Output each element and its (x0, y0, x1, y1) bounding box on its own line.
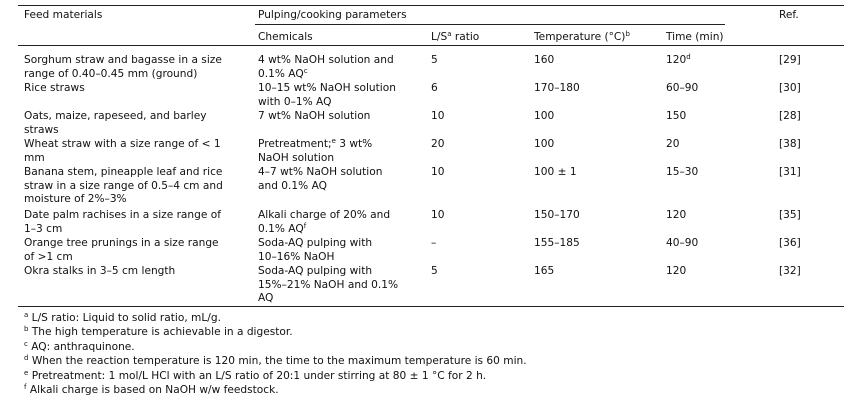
chemicals-text-tail: 3 wt% (335, 138, 373, 150)
temperature-cell: 170–180 (534, 82, 580, 94)
feed-material-line: Orange tree prunings in a size range (24, 237, 219, 249)
chemicals-text: 4 wt% NaOH solution and (258, 54, 394, 66)
footnote-mark: c (24, 339, 28, 348)
chemicals-line (258, 223, 306, 236)
chemicals-text: NaOH solution (258, 151, 335, 164)
feed-material-line: straw in a size range of 0.5–4 cm and (24, 179, 223, 192)
reference-cell: [28] (779, 110, 801, 122)
header-feed-materials: Feed materials (24, 9, 103, 21)
temperature-cell: 100 (534, 138, 555, 150)
header-temperature: Temperature $(^\circ C)^b$ (534, 30, 630, 43)
temperature-cell: 100 (534, 110, 555, 122)
time-cell (666, 110, 686, 123)
time-cell (666, 209, 686, 222)
footnote-text: Alkali charge is based on NaOH w/w feedstock. (29, 384, 279, 396)
chemicals-text: Soda-AQ pulping with (258, 237, 373, 249)
feed-material-line: Sorghum straw and bagasse in a size (24, 54, 222, 66)
header-pulping-parameters: Pulping/cooking parameters (258, 9, 407, 21)
temperature-cell: 165 (534, 265, 555, 277)
chemicals-line (258, 166, 382, 179)
ls-ratio-cell: 20 (431, 138, 445, 150)
chemicals-line (258, 110, 370, 123)
feed-material-line: 1–3 cm (24, 222, 63, 235)
time-value: 150 (666, 110, 687, 122)
chemicals-line (258, 265, 372, 278)
chemicals-line (258, 54, 394, 67)
reference-cell: [29] (779, 54, 801, 66)
chemicals-line (258, 292, 273, 305)
chemicals-line (258, 279, 398, 292)
footnote-text: The high temperature is achievable in a digestor. (31, 326, 293, 339)
time-cell (666, 237, 698, 250)
time-value: 40–90 (666, 237, 699, 249)
chemicals-line (258, 209, 390, 222)
feed-material-line: range of 0.40–0.45 mm (ground) (24, 67, 198, 80)
ls-ratio-cell: 5 (431, 265, 438, 277)
footnote-mark: e (24, 368, 29, 377)
chemicals-text: Alkali charge of 20% and (258, 209, 391, 221)
temperature-cell: 160 (534, 54, 555, 66)
ls-ratio-cell: 10 (431, 166, 445, 178)
feed-material-line: Rice straws (24, 82, 85, 94)
feed-material-line: Okra stalks in 3–5 cm length (24, 265, 176, 277)
chemicals-text: with 0–1% AQ (258, 95, 332, 108)
time-value: 15–30 (666, 166, 699, 178)
footnote-mark: d (686, 53, 691, 61)
footnote-text: AQ: anthraquinone. (31, 340, 135, 353)
chemicals-text: AQ (258, 292, 274, 304)
table-bottom-rule (18, 306, 844, 307)
temperature-cell: 155–185 (534, 237, 580, 249)
time-cell (666, 138, 679, 151)
temperature-cell: 100 ± 1 (534, 166, 577, 178)
header-ref: Ref. (779, 9, 799, 21)
ls-ratio-cell: 6 (431, 82, 438, 94)
feed-material-line: Wheat straw with a size range of < 1 (24, 138, 221, 150)
time-value: 120 (666, 209, 687, 221)
footnote-mark: e (331, 137, 336, 145)
reference-cell: [35] (779, 209, 801, 221)
header-time: Time (min) (666, 31, 724, 43)
ls-ratio-cell: – (431, 237, 437, 249)
feed-material-line: moisture of 2%–3% (24, 193, 127, 205)
footnote (24, 312, 221, 325)
chemicals-text: 15%–21% NaOH and 0.1% (258, 278, 399, 291)
footnote-mark: c (303, 66, 308, 75)
chemicals-text: 10–16% NaOH (258, 250, 335, 263)
top-rule (18, 5, 844, 6)
footnote (24, 370, 486, 383)
feed-material-line: Banana stem, pineapple leaf and rice (24, 166, 223, 178)
time-value: 120 (666, 54, 687, 66)
reference-cell: [38] (779, 138, 801, 150)
reference-cell: [30] (779, 82, 801, 94)
footnote (24, 341, 135, 354)
feed-material-line: straws (24, 123, 59, 136)
footnote-text: Pretreatment: 1 mol/L HCl with an L/S ratio of 20:1 under stirring at 80 ± 1 °C for 2 h. (31, 369, 487, 382)
ls-ratio-cell: 10 (431, 110, 445, 122)
temperature-cell: 150–170 (534, 209, 580, 221)
chemicals-text: 0.1% AQ (258, 222, 304, 235)
chemicals-line (258, 68, 308, 81)
chemicals-text: 7 wt% NaOH solution (258, 110, 371, 122)
ls-ratio-cell: 5 (431, 54, 438, 66)
time-value: 20 (666, 138, 680, 150)
chemicals-line (258, 82, 396, 95)
feed-material-line: mm (24, 151, 45, 164)
footnote (24, 384, 279, 397)
chemicals-text: Soda-AQ pulping with (258, 265, 373, 277)
time-value: 60–90 (666, 82, 699, 94)
footnote-mark: b (24, 325, 29, 334)
footnote (24, 355, 527, 368)
feed-material-line: Date palm rachises in a size range of (24, 209, 221, 221)
reference-cell: [32] (779, 265, 801, 277)
time-cell (666, 265, 686, 278)
chemicals-line (258, 152, 334, 165)
header-chemicals: Chemicals (258, 31, 313, 43)
header-ls-ratio: $L/S^a$ ratio (431, 30, 480, 43)
footnote-text: L/S ratio: Liquid to solid ratio, mL/g. (31, 312, 221, 324)
chemicals-text: 10–15 wt% NaOH solution (258, 82, 396, 94)
chemicals-line (258, 180, 327, 193)
header-bottom-rule (18, 45, 844, 46)
time-cell (666, 54, 691, 67)
subheader-rule (255, 24, 725, 25)
ls-ratio-cell: 10 (431, 209, 445, 221)
time-value: 120 (666, 265, 687, 277)
feed-material-line: of >1 cm (24, 250, 73, 263)
chemicals-text: and 0.1% AQ (258, 179, 327, 192)
footnote-text: When the reaction temperature is 120 min, the time to the maximum temperature is 60 min. (31, 355, 527, 368)
footnote (24, 326, 293, 339)
chemicals-line (258, 237, 372, 250)
chemicals-text: 0.1% AQ (258, 67, 304, 80)
time-cell (666, 166, 698, 179)
chemicals-text: Pretreatment; (258, 138, 332, 150)
chemicals-line (258, 138, 372, 151)
time-cell (666, 82, 698, 95)
footnote-mark: f (24, 383, 27, 391)
chemicals-line (258, 251, 334, 264)
footnote-mark: d (24, 354, 29, 363)
chemicals-text: 4–7 wt% NaOH solution (258, 166, 383, 178)
feed-material-line: Oats, maize, rapeseed, and barley (24, 110, 207, 122)
reference-cell: [36] (779, 237, 801, 249)
footnote-mark: a (24, 311, 29, 319)
reference-cell: [31] (779, 166, 801, 178)
chemicals-line (258, 96, 331, 109)
footnote-mark: f (303, 221, 307, 230)
